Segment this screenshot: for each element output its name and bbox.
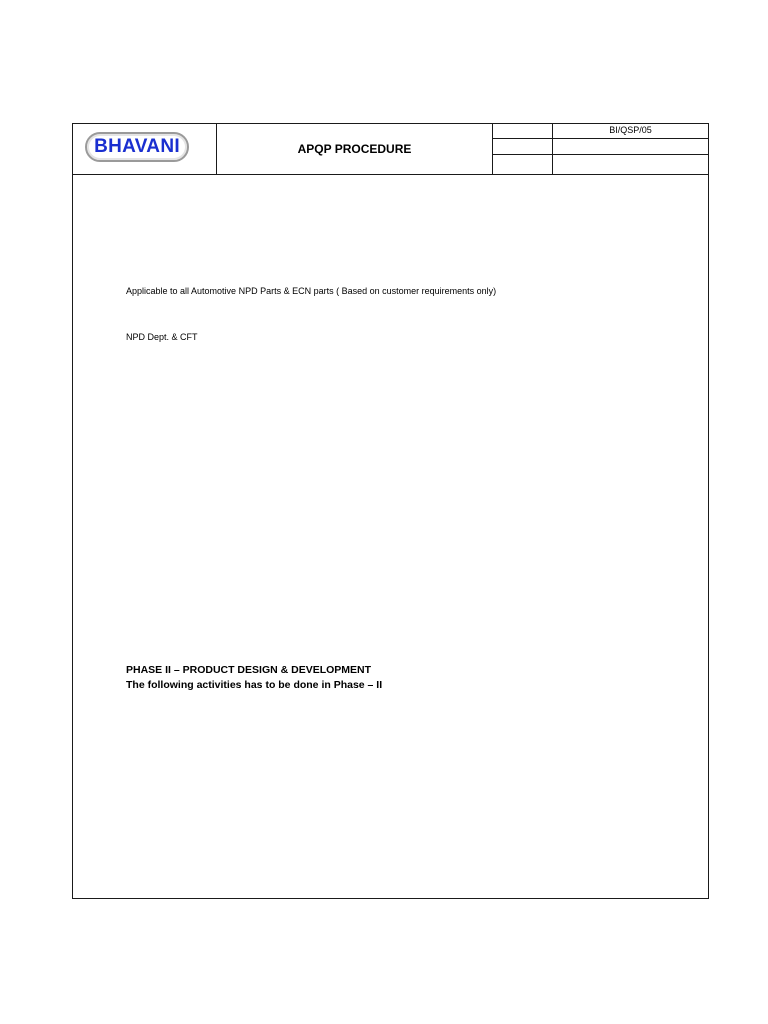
- responsibility-text: NPD Dept. & CFT: [126, 332, 198, 342]
- doc-number: BI/QSP/05: [609, 125, 652, 135]
- meta-label-cell: [493, 139, 553, 154]
- phase-subheading: The following activities has to be done in Phase – II: [126, 679, 383, 691]
- meta-row-3: [493, 155, 708, 174]
- meta-row-2: [493, 139, 708, 155]
- meta-label-cell: [493, 124, 553, 138]
- meta-label-cell: [493, 155, 553, 174]
- meta-row-doc-number: [493, 124, 708, 139]
- scope-text: Applicable to all Automotive NPD Parts & ECN parts ( Based on customer requirements only): [126, 286, 497, 296]
- title-cell: [217, 124, 493, 174]
- document-header: [73, 124, 708, 175]
- meta-value-3: [553, 155, 708, 174]
- phase-section: [126, 663, 382, 693]
- logo-cell: [73, 124, 217, 174]
- meta-value-2: [553, 139, 708, 154]
- logo-text: BHAVANI: [94, 136, 180, 157]
- phase-heading: PHASE II – PRODUCT DESIGN & DEVELOPMENT: [126, 664, 372, 676]
- document-title: APQP PROCEDURE: [297, 142, 412, 156]
- document-meta-grid: [493, 124, 708, 174]
- company-logo: [85, 132, 189, 162]
- document-page: [72, 123, 709, 899]
